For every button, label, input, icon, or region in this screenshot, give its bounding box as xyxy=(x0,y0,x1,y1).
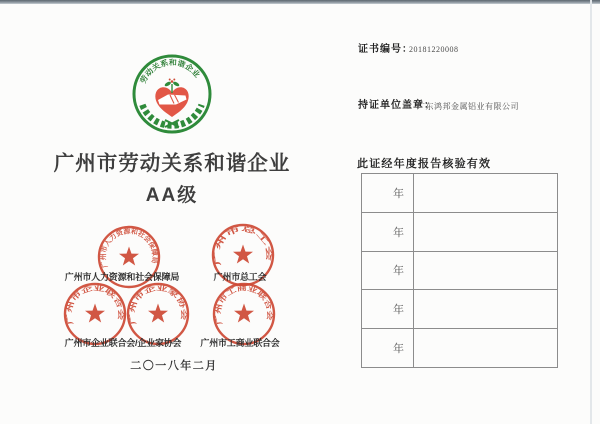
table-row xyxy=(362,251,558,290)
verification-heading: 此证经年度报告核验有效 xyxy=(357,158,492,170)
seal-label-hr-bureau: 广州市人力资源和社会保障局 xyxy=(64,272,180,282)
svg-text:广州市工商业联合会: 广州市工商业联合会 xyxy=(215,285,273,326)
record-cell xyxy=(414,251,558,290)
certificate-grade: AA级 xyxy=(145,185,199,206)
certificate-title: 广州市劳动关系和谐企业 xyxy=(53,152,291,175)
svg-text:广州市企业家协会: 广州市企业家协会 xyxy=(129,284,187,326)
logo-arc-text: 劳动关系和谐企业 xyxy=(138,57,202,85)
seal-label-enterprise-associations: 广州市企业联合会/企业家协会 xyxy=(64,338,182,348)
year-cell: 年 xyxy=(362,290,414,329)
table-row xyxy=(362,212,558,251)
record-cell xyxy=(414,174,558,213)
svg-text:广州市企业联合会: 广州市企业联合会 xyxy=(66,284,124,326)
table-row xyxy=(362,290,558,329)
svg-text:广州市人力资源和社会保障局: 广州市人力资源和社会保障局 xyxy=(100,228,158,269)
year-cell: 年 xyxy=(362,329,414,368)
svg-text:广州市总工会: 广州市总工会 xyxy=(214,225,272,266)
seal-label-trade-unions: 广州市总工会 xyxy=(213,272,267,282)
table-row xyxy=(362,329,558,368)
cert-number-label: 证书编号： xyxy=(358,44,413,55)
holder-stamp-label: 持证单位盖章： xyxy=(358,100,435,111)
record-cell xyxy=(414,212,558,251)
record-cell xyxy=(414,290,558,329)
annual-verification-table xyxy=(361,173,558,368)
issue-date: 二〇一八年二月 xyxy=(130,360,218,372)
cert-number-value: 20181220008 xyxy=(409,45,459,54)
holder-company-name: 广东鸿邦金属铝业有限公司 xyxy=(417,102,519,111)
record-cell xyxy=(414,329,558,368)
year-cell: 年 xyxy=(362,251,414,290)
scan-right-edge xyxy=(590,0,592,424)
seal-label-industry-commerce: 广州市工商业联合会 xyxy=(200,338,280,348)
table-row xyxy=(362,174,558,213)
harmony-enterprise-logo-icon xyxy=(130,52,214,136)
year-cell: 年 xyxy=(362,212,414,251)
scan-top-edge xyxy=(0,0,600,4)
year-cell: 年 xyxy=(362,174,414,213)
